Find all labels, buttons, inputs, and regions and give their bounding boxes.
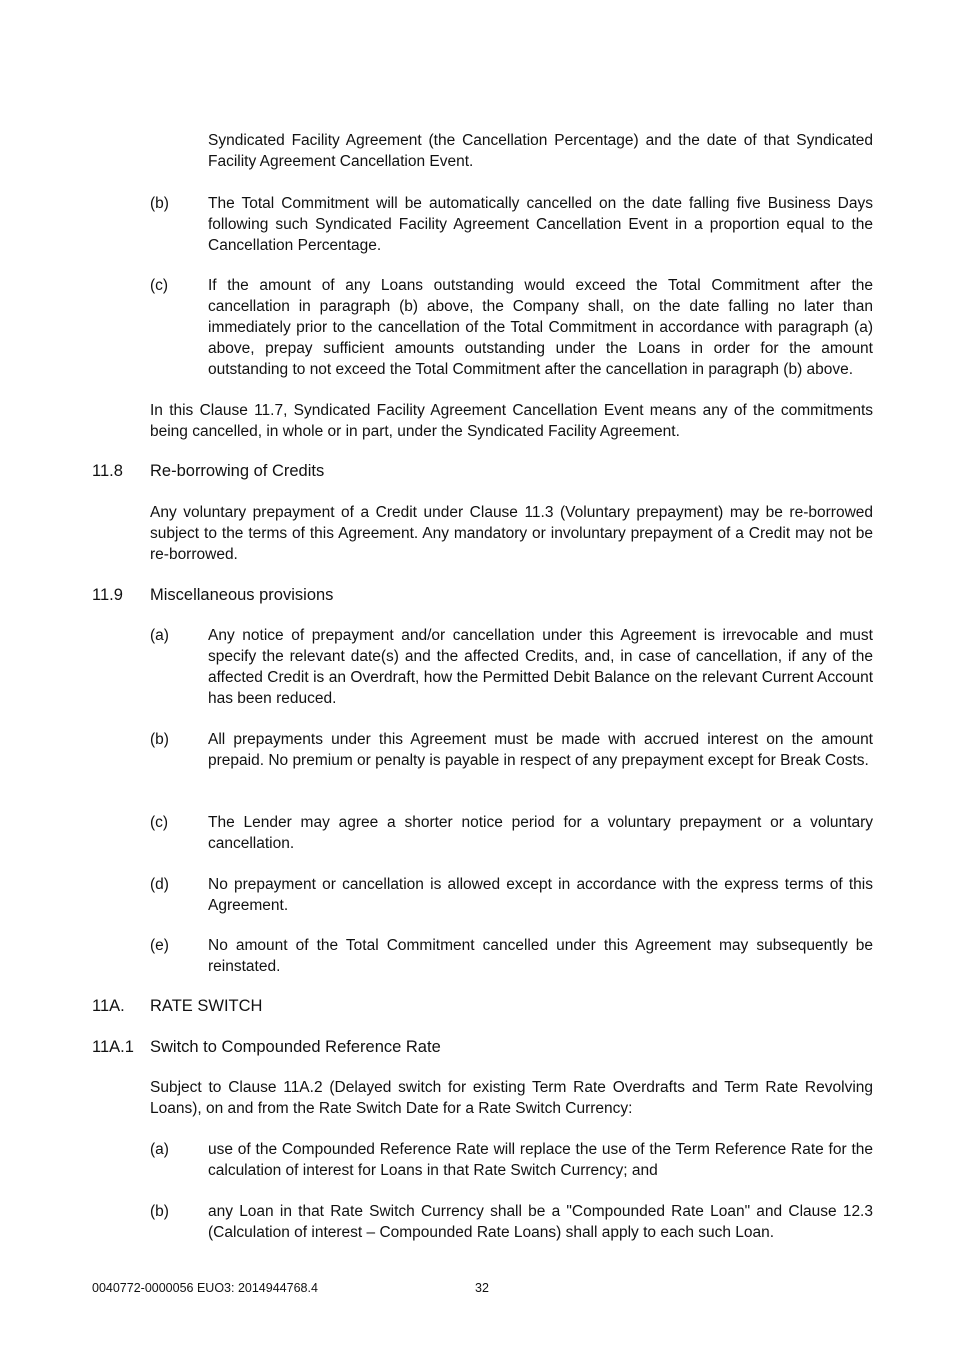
clause-11-8-text: Any voluntary prepayment of a Credit under Clause 11.3 (Voluntary prepayment) may be re-borrowed subject to the terms of this Agreement. Any mandatory or involuntary prepayment of a Credit may not be re-borrowed. xyxy=(150,504,873,563)
clause-11-9-item-c-text: The Lender may agree a shorter notice period for a voluntary prepayment or a voluntary cancellation. xyxy=(208,814,873,852)
clause-11-7-item-c-label: (c) xyxy=(150,277,169,294)
clause-11-9-item-b-text: All prepayments under this Agreement must be made with accrued interest on the amount prepaid. No premium or penalty is payable in respect of any prepayment except for Break Costs. xyxy=(208,731,873,769)
footer-page-number: 32 xyxy=(475,1281,489,1295)
clause-11a-1-item-b-text: any Loan in that Rate Switch Currency shall be a "Compounded Rate Loan" and Clause 12.3 (Calculation of interest – Compounded Rate Loans) shall apply to each such Loan. xyxy=(208,1203,873,1241)
clause-11a-1-item-a-label: (a) xyxy=(150,1141,169,1158)
clause-11-7-item-c-text: If the amount of any Loans outstanding would exceed the Total Commitment after the cancellation in paragraph (b) above, the Company shall, on the date falling no later than immediately prior to the cancellation of the Total Commitment in accordance with paragraph (a) above, prepay sufficient amounts outstanding under the Loans in order for the amount outstanding to not exceed the Total Commitment after the cancellation in paragraph (b) above. xyxy=(208,277,873,378)
clause-11a-1-number: 11A.1 xyxy=(92,1038,134,1056)
clause-11a-title: RATE SWITCH xyxy=(150,997,263,1015)
clause-11-9-item-a-label: (a) xyxy=(150,627,169,644)
clause-11a-1-item-a-text: use of the Compounded Reference Rate will replace the use of the Term Reference Rate for the calculation of interest for Loans in that Rate Switch Currency; and xyxy=(208,1141,873,1179)
clause-11a-1-item-b-label: (b) xyxy=(150,1203,169,1220)
clause-11a-1-title: Switch to Compounded Reference Rate xyxy=(150,1038,441,1056)
clause-11-8-title: Re-borrowing of Credits xyxy=(150,462,325,480)
clause-11-9-item-e-text: No amount of the Total Commitment cancelled under this Agreement may subsequently be reinstated. xyxy=(208,937,873,975)
clause-11-9-number: 11.9 xyxy=(92,586,123,604)
clause-11a-1-text: Subject to Clause 11A.2 (Delayed switch for existing Term Rate Overdrafts and Term Rate Revolving Loans), on and from the Rate Switch Date for a Rate Switch Currency: xyxy=(150,1079,873,1117)
clause-11-9-item-a-text: Any notice of prepayment and/or cancellation under this Agreement is irrevocable and must specify the relevant date(s) and the affected Credits, and, in case of cancellation, if any of the affected Credit is an Overdraft, how the Permitted Debit Balance on the relevant Current Account has been reduced. xyxy=(208,627,873,707)
intro-continuation: Syndicated Facility Agreement (the Cancellation Percentage) and the date of that Syndicated Facility Agreement Cancellation Event. xyxy=(208,132,873,170)
clause-11-7-item-b-label: (b) xyxy=(150,195,169,212)
clause-11-9-item-e-label: (e) xyxy=(150,937,169,954)
clause-11-9-item-c-label: (c) xyxy=(150,814,169,831)
clause-11-9-title: Miscellaneous provisions xyxy=(150,586,334,604)
clause-11-9-item-b-label: (b) xyxy=(150,731,169,748)
clause-11-9-item-d-text: No prepayment or cancellation is allowed except in accordance with the express terms of this Agreement. xyxy=(208,876,873,914)
clause-11-9-item-d-label: (d) xyxy=(150,876,169,893)
clause-11a-number: 11A. xyxy=(92,997,125,1015)
footer-document-id: 0040772-0000056 EUO3: 2014944768.4 xyxy=(92,1281,318,1295)
clause-11-7-definition: In this Clause 11.7, Syndicated Facility Agreement Cancellation Event means any of the commitments being cancelled, in whole or in part, under the Syndicated Facility Agreement. xyxy=(150,402,873,440)
clause-11-7-item-b-text: The Total Commitment will be automatically cancelled on the date falling five Business Days following such Syndicated Facility Agreement Cancellation Event in a proportion equal to the Cancellation Percentage. xyxy=(208,195,873,254)
clause-11-8-number: 11.8 xyxy=(92,462,123,480)
